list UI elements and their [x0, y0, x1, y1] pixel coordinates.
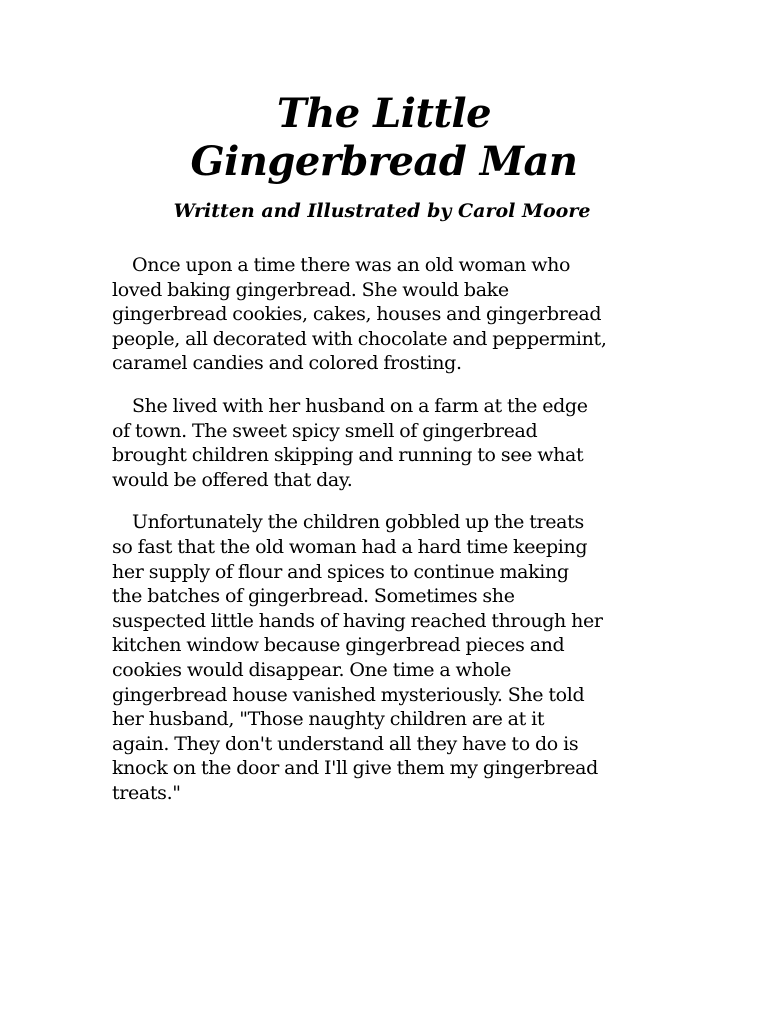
title-line-2: Gingerbread Man — [190, 138, 578, 185]
text-line: the batches of gingerbread. Sometimes she — [112, 585, 515, 608]
text-line: loved baking gingerbread. She would bake — [112, 278, 509, 301]
byline: Written and Illustrated by Carol Moore — [173, 200, 591, 222]
paragraph-3 — [112, 510, 657, 805]
title-line-1: The Little — [276, 90, 492, 137]
text-line: She lived with her husband on a farm at the edge — [132, 394, 588, 417]
text-line: her husband, "Those naughty children are at it — [112, 708, 545, 731]
text-line: Unfortunately the children gobbled up the treats — [132, 511, 584, 534]
text-line: brought children skipping and running to see what — [112, 444, 584, 467]
text-line: so fast that the old woman had a hard time keeping — [112, 535, 588, 558]
paragraph-1 — [112, 253, 657, 376]
text-line: cookies would disappear. One time a whole — [112, 658, 512, 681]
text-line: knock on the door and I'll give them my gingerbread — [112, 757, 598, 780]
text-line: her supply of flour and spices to continue making — [112, 560, 569, 583]
paragraph-2 — [112, 394, 657, 492]
text-line: kitchen window because gingerbread pieces and — [112, 634, 565, 657]
text-line: of town. The sweet spicy smell of gingerbread — [112, 419, 538, 442]
text-line: suspected little hands of having reached through her — [112, 609, 603, 632]
text-line: gingerbread house vanished mysteriously. She told — [112, 683, 585, 706]
text-line: gingerbread cookies, cakes, houses and gingerbread — [112, 303, 602, 326]
text-line: would be offered that day. — [112, 468, 353, 491]
story-body — [112, 253, 657, 823]
text-line: treats." — [112, 781, 181, 804]
text-line: caramel candies and colored frosting. — [112, 352, 462, 375]
text-line: Once upon a time there was an old woman who — [132, 254, 571, 276]
text-line: people, all decorated with chocolate and peppermint, — [112, 327, 607, 350]
text-line: again. They don't understand all they have to do is — [112, 732, 579, 755]
